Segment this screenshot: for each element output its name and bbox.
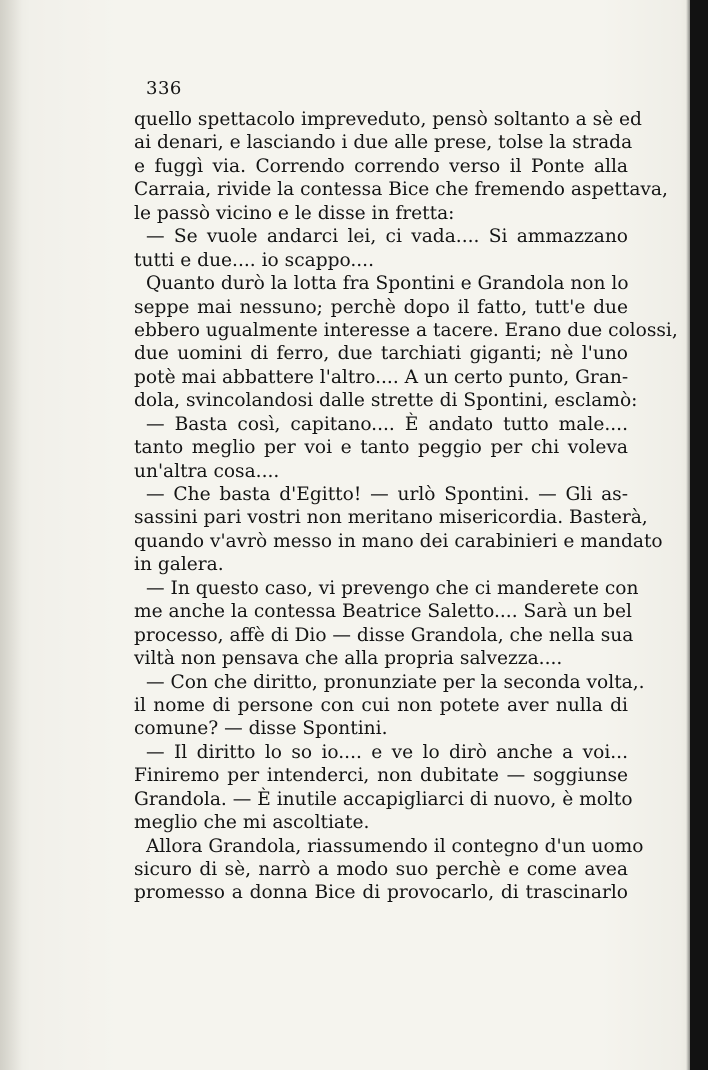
text-line: potè mai abbattere l'altro.... A un certo punto, Gran- — [134, 366, 629, 388]
text-line: — Con che diritto, pronunziate per la seconda volta,. — [146, 671, 645, 693]
text-line: — Se vuole andarci lei, ci vada.... Si ammazzano — [146, 226, 628, 248]
page-number: 336 — [146, 78, 182, 99]
text-line: Quanto durò la lotta fra Spontini e Grandola non lo — [146, 273, 629, 295]
text-line: in galera. — [134, 554, 224, 576]
text-line: comune? — disse Spontini. — [134, 718, 388, 740]
text-line: due uomini di ferro, due tarchiati giganti; nè l'uno — [134, 343, 628, 365]
text-line: tutti e due.... io scappo.... — [134, 249, 375, 271]
text-line: processo, affè di Dio — disse Grandola, che nella sua — [134, 624, 634, 646]
text-line: seppe mai nessuno; perchè dopo il fatto, tutt'e due — [134, 296, 628, 318]
text-line: — Il diritto lo so io.... e ve lo dirò anche a voi... — [146, 741, 628, 763]
text-line: un'altra cosa.... — [134, 460, 280, 482]
text-line: ebbero ugualmente interesse a tacere. Erano due colossi, — [134, 319, 678, 341]
text-line: il nome di persone con cui non potete aver nulla di — [134, 694, 628, 716]
text-line: — Che basta d'Egitto! — urlò Spontini. — Gli as- — [146, 484, 628, 505]
text-line: le passò vicino e le disse in fretta: — [134, 202, 455, 224]
text-line: promesso a donna Bice di provocarlo, di trascinarlo — [134, 882, 628, 904]
text-line: Carraia, rivide la contessa Bice che fremendo aspettava, — [134, 179, 668, 201]
text-line: viltà non pensava che alla propria salvezza.... — [134, 648, 563, 670]
page-left-shadow — [0, 0, 22, 1070]
text-line: Finiremo per intenderci, non dubitate — soggiunse — [134, 765, 628, 787]
book-spine-edge — [690, 0, 708, 1070]
text-line: Grandola. — È inutile accapigliarci di nuovo, è molto — [134, 788, 633, 810]
text-line: sassini pari vostri non meritano misericordia. Basterà, — [134, 507, 648, 529]
text-line: quello spettacolo impreveduto, pensò soltanto a sè ed — [134, 109, 642, 130]
text-line: sicuro di sè, narrò a modo suo perchè e come avea — [134, 859, 628, 880]
text-line: tanto meglio per voi e tanto peggio per chi voleva — [134, 437, 628, 459]
text-line: ai denari, e lasciando i due alle prese, tolse la strada — [134, 132, 633, 154]
text-line: — In questo caso, vi prevengo che ci manderete con — [146, 577, 639, 599]
text-line: Allora Grandola, riassumendo il contegno d'un uomo — [146, 835, 644, 857]
text-line: me anche la contessa Beatrice Saletto.... Sarà un bel — [134, 601, 632, 623]
text-line: meglio che mi ascoltiate. — [134, 812, 370, 834]
text-line: quando v'avrò messo in mano dei carabinieri e mandato — [134, 530, 663, 552]
text-line: e fuggì via. Correndo correndo verso il Ponte alla — [134, 155, 628, 177]
text-line: dola, svincolandosi dalle strette di Spontini, esclamò: — [134, 390, 638, 412]
text-line: — Basta così, capitano.... È andato tutto male.... — [146, 413, 628, 435]
body-text — [134, 108, 678, 905]
